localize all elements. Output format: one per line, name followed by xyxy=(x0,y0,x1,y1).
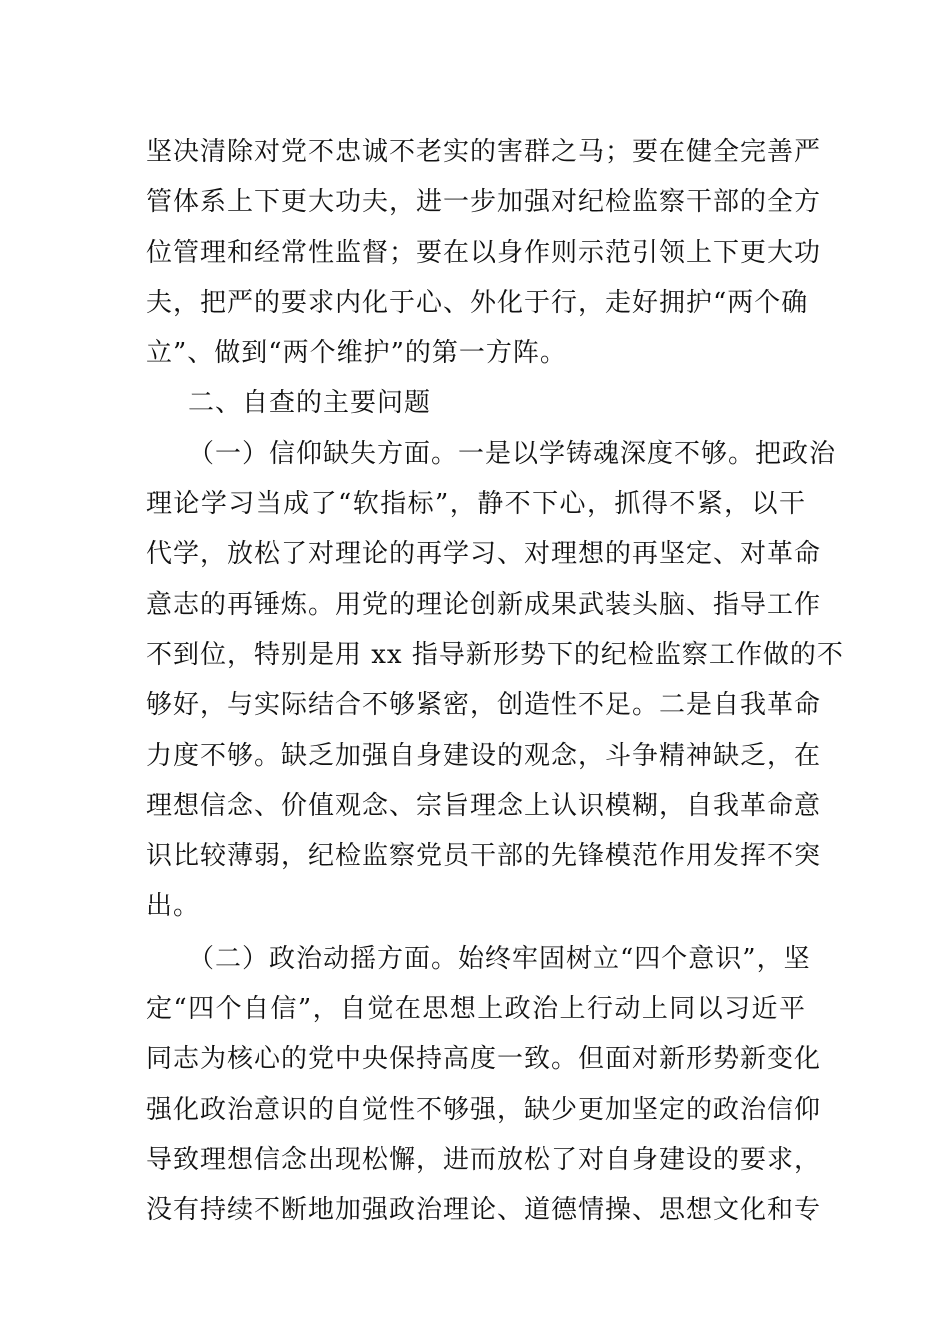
text-line: 导致理想信念出现松懈，进而放松了对自身建设的要求， xyxy=(146,1144,822,1175)
text-line: 强化政治意识的自觉性不够强，缺少更加坚定的政治信仰 xyxy=(146,1094,822,1125)
text-line: 理想信念、价值观念、宗旨理念上认识模糊，自我革命意 xyxy=(146,790,822,821)
document-body xyxy=(146,127,844,1236)
section-heading: 二、自查的主要问题 xyxy=(188,388,432,419)
text-line: 出。 xyxy=(146,891,201,922)
text-line: 力度不够。缺乏加强自身建设的观念，斗争精神缺乏，在 xyxy=(146,740,822,771)
text-line: （一）信仰缺失方面。一是以学铸魂深度不够。把政治 xyxy=(188,438,837,469)
text-line: 够好，与实际结合不够紧密，创造性不足。二是自我革命 xyxy=(146,690,822,721)
text-line: 位管理和经常性监督；要在以身作则示范引领上下更大功 xyxy=(146,237,822,268)
text-line: 定“四个自信”，自觉在思想上政治上行动上同以习近平 xyxy=(146,994,806,1025)
text-line: 理论学习当成了“软指标”，静不下心，抓得不紧，以干 xyxy=(146,489,806,520)
text-line: （二）政治动摇方面。始终牢固树立“四个意识”，坚 xyxy=(188,943,811,974)
text-line: 识比较薄弱，纪检监察党员干部的先锋模范作用发挥不突 xyxy=(146,841,822,872)
text-line: 不到位，特别是用 xx 指导新形势下的纪检监察工作做的不 xyxy=(146,639,844,670)
text-line: 立”、做到“两个维护”的第一方阵。 xyxy=(146,338,567,369)
text-line: 管体系上下更大功夫，进一步加强对纪检监察干部的全方 xyxy=(146,187,822,218)
text-line: 坚决清除对党不忠诚不老实的害群之马；要在健全完善严 xyxy=(146,137,822,167)
text-line: 意志的再锤炼。用党的理论创新成果武装头脑、指导工作 xyxy=(146,589,822,620)
text-line: 夫，把严的要求内化于心、外化于行，走好拥护“两个确 xyxy=(146,287,809,318)
text-line: 代学，放松了对理论的再学习、对理想的再坚定、对革命 xyxy=(146,539,822,570)
text-line: 同志为核心的党中央保持高度一致。但面对新形势新变化 xyxy=(146,1044,822,1075)
text-line: 没有持续不断地加强政治理论、道德情操、思想文化和专 xyxy=(146,1195,822,1226)
